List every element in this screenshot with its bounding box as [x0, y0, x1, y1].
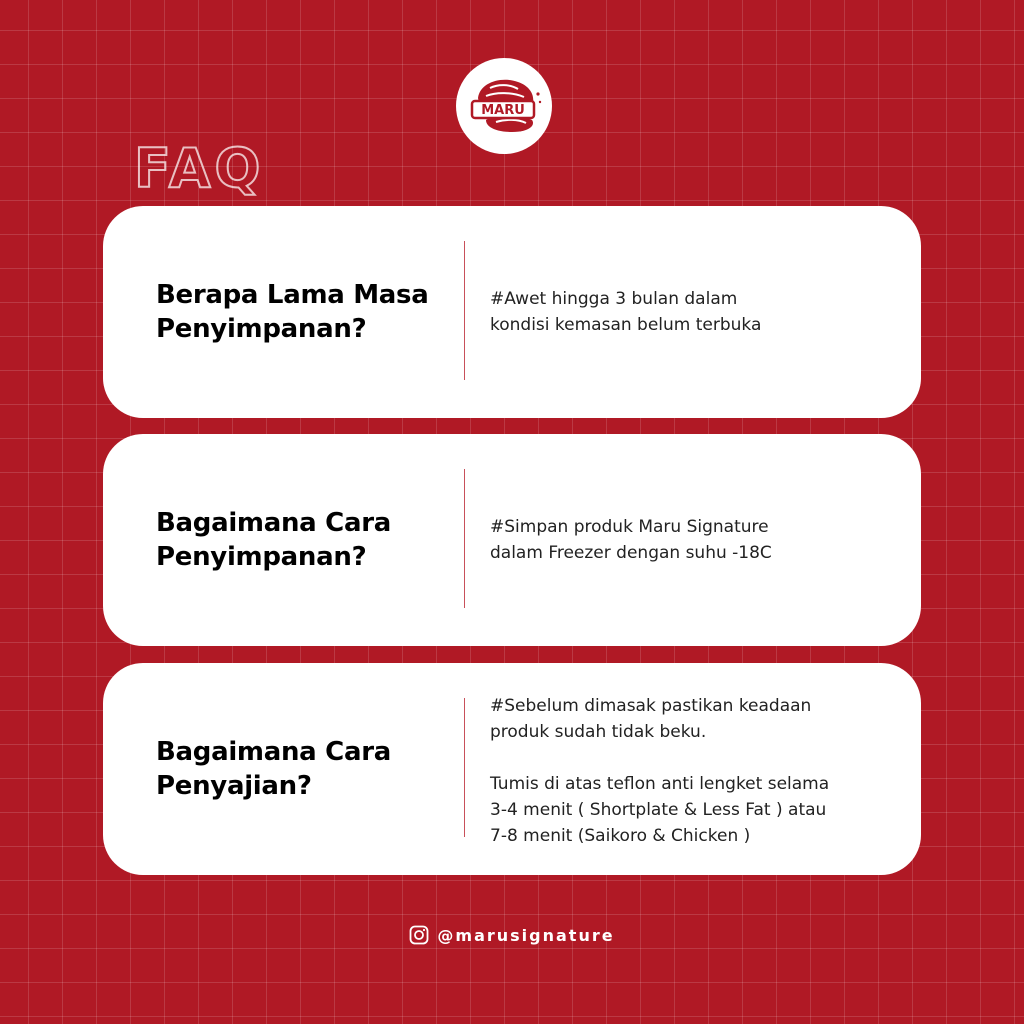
instagram-handle[interactable]: @marusignature [437, 925, 615, 945]
instagram-icon [409, 925, 429, 945]
brand-logo [456, 58, 552, 154]
faq-question-1: Berapa Lama Masa Penyimpanan? [156, 280, 429, 344]
faq-card-3 [103, 663, 921, 875]
faq-answer-3: #Sebelum dimasak pastikan keadaan produk sudah tidak beku. Tumis di atas teflon anti lengket selama 3-4 menit ( Shortplate & Less Fat ) atau 7-8 menit (Saikoro & Chicken ) [490, 696, 830, 846]
logo-text: MARU [481, 103, 525, 118]
faq-answer-2: #Simpan produk Maru Signature dalam Freezer dengan suhu -18C [490, 517, 772, 563]
faq-card-2 [103, 434, 921, 646]
faq-question-3: Bagaimana Cara Penyajian? [156, 737, 391, 801]
card-divider [464, 469, 465, 608]
faq-card-1 [103, 206, 921, 418]
faq-answer-1: #Awet hingga 3 bulan dalam kondisi kemasan belum terbuka [490, 289, 762, 335]
faq-question-2: Bagaimana Cara Penyimpanan? [156, 508, 391, 572]
faq-title: FAQ [134, 137, 265, 200]
meat-logo-icon [456, 58, 552, 154]
card-divider [464, 241, 465, 380]
card-divider [464, 698, 465, 837]
footer [0, 920, 1024, 950]
